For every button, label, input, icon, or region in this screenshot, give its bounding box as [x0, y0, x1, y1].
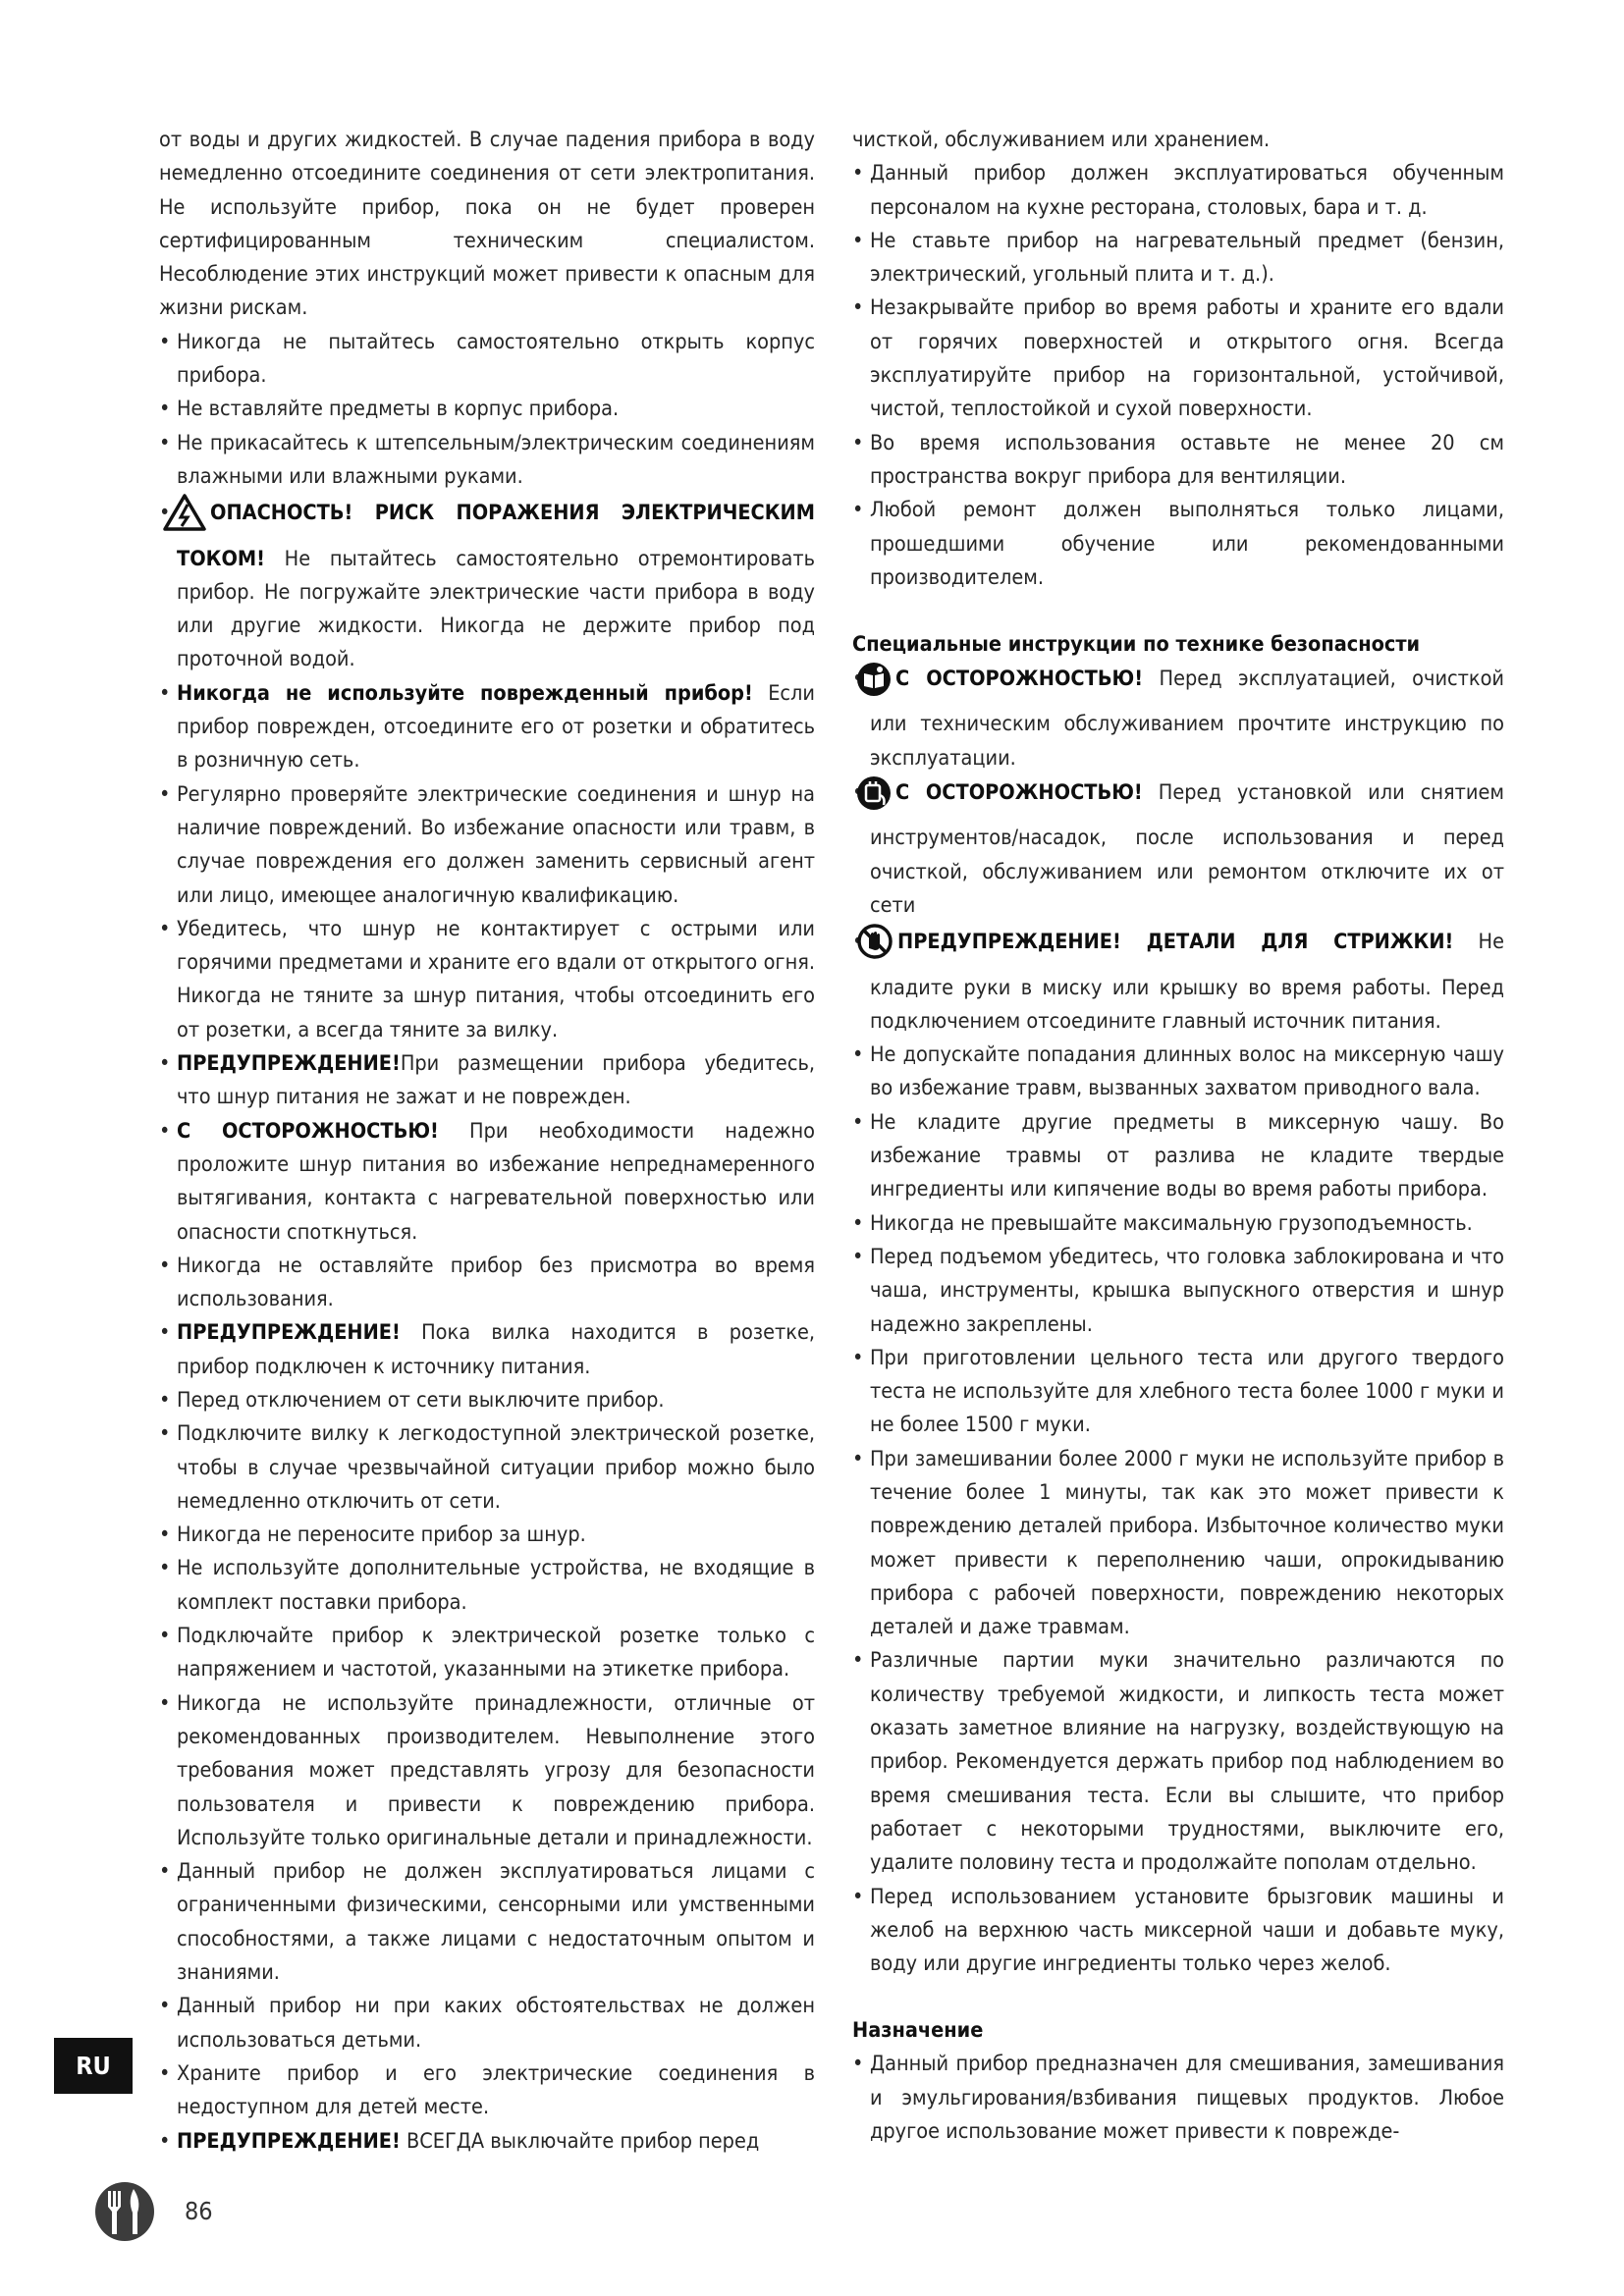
paragraph-continued: от воды и других жидкостей. В случае падения прибора в воду немедленно отсоедините соединения от сети электропитания. Не используйте прибор, пока он не будет проверен сертифицированным техническим специалистом. Несоблюдение этих инструкций может привести к опасным для жизни рискам.	[159, 128, 815, 321]
paragraph-continued: чисткой, обслуживанием или хранением.	[852, 128, 1271, 152]
list-item: • Не прикасайтесь к штепсельным/электрическим соединениям влажными или влажными руками.	[159, 427, 815, 495]
list-item: • Никогда не переносите прибор за шнур.	[159, 1519, 815, 1552]
list-item: • Не кладите другие предметы в миксерную чашу. Во избежание травмы от разлива не кладите твердые ингредиенты или кипячение воды во время работы прибора.	[852, 1106, 1504, 1207]
unplug-icon	[874, 775, 892, 822]
warning-label: ПРЕДУПРЕЖДЕНИЕ! ДЕТАЛИ ДЛЯ СТРИЖКИ!	[897, 930, 1454, 955]
item-text: Перед установкой или снятием инструментов/насадок, после использования и перед очисткой, обслуживанием или ремонтом отключите их от сети	[870, 780, 1504, 918]
list-item-cutting-parts	[852, 923, 1504, 1039]
cutlery-logo-icon	[94, 2181, 155, 2242]
list-item: • Подключите вилку к легкодоступной электрической розетке, чтобы в случае чрезвычайной ситуации прибор можно было немедленно отключить от сети.	[159, 1417, 815, 1519]
list-item: • Перед использованием установите брызговик машины и желоб на верхнюю часть миксерной чаши и добавьте муку, воду или другие ингредиенты только через желоб.	[852, 1881, 1504, 1982]
list-item-electric-danger	[159, 494, 815, 676]
list-item-read-manual	[852, 662, 1504, 775]
list-item	[159, 1047, 815, 1115]
list-item: • Регулярно проверяйте электрические соединения и шнур на наличие повреждений. Во избежание опасности или травм, в случае повреждения его должен заменить сервисный агент или лицо, имеющее аналогичную квалификацию.	[159, 778, 815, 913]
item-text: Если прибор поврежден, отсоедините его от розетки и обратитесь в розничную сеть.	[177, 680, 815, 774]
list-item	[159, 1115, 815, 1250]
list-item: • Различные партии муки значительно различаются по количеству требуемой жидкости, и липкость теста может оказать заметное влияние на нагрузку, воздействующую на прибор. Рекомендуется держать прибор под наблюдением во время смешивания теста. Если вы слышите, что прибор работает с некоторыми трудностями, выключите его, удалите половину теста и продолжайте пополам отдельно.	[852, 1644, 1504, 1880]
list-item-unplug	[852, 775, 1504, 923]
list-item: • При замешивании более 2000 г муки не используйте прибор в течение более 1 минуты, так как это может привести к повреждению деталей прибора. Избыточное количество муки может привести к переполнению чаши, опрокидыванию прибора с рабочей поверхности, повреждению некоторых деталей и даже травмам.	[852, 1443, 1504, 1645]
list-item	[159, 2125, 815, 2159]
list-item: • Подключайте прибор к электрической розетке только с напряжением и частотой, указанными на этикетке прибора.	[159, 1620, 815, 1687]
warning-label: ПРЕДУПРЕЖДЕНИЕ!	[177, 1320, 401, 1346]
caution-label: С ОСТОРОЖНОСТЬЮ!	[895, 667, 1144, 692]
warning-label: Никогда не используйте поврежденный прибор!	[177, 680, 753, 706]
list-item: • Не ставьте прибор на нагревательный предмет (бензин, электрический, угольный плита и т. д.).	[852, 225, 1504, 293]
list-item: • Незакрывайте прибор во время работы и храните его вдали от горячих поверхностей и открытого огня. Всегда эксплуатируйте прибор на горизонтальной, устойчивой, чистой, теплостойкой и сухой поверхности.	[852, 292, 1504, 426]
section-heading-purpose: Назначение	[852, 2018, 984, 2044]
list-item: • Данный прибор ни при каких обстоятельствах не должен использоваться детьми.	[159, 1990, 815, 2057]
list-item: • При приготовлении цельного теста или другого твердого теста не используйте для хлебного теста более 1000 г муки и не более 1500 г муки.	[852, 1342, 1504, 1443]
list-item	[159, 1316, 815, 1384]
item-text: Не кладите руки в миску или крышку во время работы. Перед подключением отсоедините главный источник питания.	[870, 930, 1504, 1034]
list-item: • Никогда не оставляйте прибор без присмотра во время использования.	[159, 1250, 815, 1317]
list-item: • Перед подъемом убедитесь, что головка заблокирована и что чаша, инструменты, крышка выпускного отверстия и шнур надежно закреплены.	[852, 1241, 1504, 1342]
spacer	[852, 1981, 1504, 2014]
list-item: • Во время использования оставьте не менее 20 см пространства вокруг прибора для вентиляции.	[852, 427, 1504, 495]
item-text: Не пытайтесь самостоятельно отремонтировать прибор. Не погружайте электрические части прибора в воду или другие жидкости. Никогда не держите прибор под проточной водой.	[177, 546, 815, 672]
right-column	[852, 124, 1504, 2149]
list-item: • Не допускайте попадания длинных волос на миксерную чашу во избежание травм, вызванных захватом приводного вала.	[852, 1039, 1504, 1106]
spacer	[852, 595, 1504, 628]
list-item: • Данный прибор предназначен для смешивания, замешивания и эмульгирования/взбивания пищевых продуктов. Любое другое использование может привести к поврежде-	[852, 2048, 1504, 2149]
list-item: • Перед отключением от сети выключите прибор.	[159, 1384, 815, 1417]
language-tab: RU	[54, 2038, 133, 2094]
list-item: • Никогда не пытайтесь самостоятельно открыть корпус прибора.	[159, 326, 815, 394]
item-text: Перед эксплуатацией, очисткой или техническим обслуживанием прочтите инструкцию по эксплуатации.	[870, 667, 1504, 771]
list-item: • Любой ремонт должен выполняться только лицами, прошедшими обучение или рекомендованными производителем.	[852, 494, 1504, 595]
caution-label: С ОСТОРОЖНОСТЬЮ!	[895, 780, 1143, 806]
list-item: • Храните прибор и его электрические соединения в недоступном для детей месте.	[159, 2057, 815, 2125]
item-text: Пока вилка находится в розетке, прибор подключен к источнику питания.	[177, 1320, 815, 1379]
warning-label: ПРЕДУПРЕЖДЕНИЕ!	[177, 1051, 401, 1077]
list-item: • Убедитесь, что шнур не контактирует с острыми или горячими предметами и храните его вдали от открытого огня. Никогда не тяните за шнур питания, чтобы отсоединить его от розетки, а всегда тяните за вилку.	[159, 913, 815, 1047]
item-text: ВСЕГДА выключайте прибор перед	[400, 2128, 760, 2154]
page-number: 86	[185, 2197, 213, 2225]
warning-label: ПРЕДУПРЕЖДЕНИЕ!	[177, 2128, 401, 2154]
warning-label: ОПАСНОСТЬ! РИСК ПОРАЖЕНИЯ ЭЛЕКТРИЧЕСКИМ ТОКОМ!	[177, 501, 815, 571]
item-text: При необходимости надежно проложите шнур питания во избежание непреднамеренного вытягивания, контакта с нагревательной поверхностью или опасности споткнуться.	[177, 1118, 815, 1245]
read-manual-icon	[874, 662, 892, 708]
list-item: • Данный прибор должен эксплуатироваться обученным персоналом на кухне ресторана, столовых, бара и т. д.	[852, 157, 1504, 225]
list-item: • Никогда не используйте принадлежности, отличные от рекомендованных производителем. Невыполнение этого требования может представлять угрозу для безопасности пользователя и привести к повреждению прибора. Используйте только оригинальные детали и принадлежности.	[159, 1687, 815, 1855]
list-item: • Не вставляйте предметы в корпус прибора.	[159, 393, 815, 426]
item-text: При размещении прибора убедитесь, что шнур питания не зажат и не поврежден.	[177, 1051, 815, 1110]
electric-hazard-icon	[181, 494, 206, 542]
list-item: • Не используйте дополнительные устройства, не входящие в комплект поставки прибора.	[159, 1552, 815, 1620]
no-hands-icon	[874, 923, 893, 971]
section-heading-special-instructions: Специальные инструкции по технике безопасности	[852, 632, 1421, 658]
list-item	[159, 677, 815, 778]
left-column	[159, 124, 815, 2159]
list-item: • Данный прибор не должен эксплуатироваться лицами с ограниченными физическими, сенсорными или умственными способностями, а также лицами с недостаточным опытом и знаниями.	[159, 1855, 815, 1990]
list-item: • Никогда не превышайте максимальную грузоподъемность.	[852, 1207, 1504, 1241]
caution-label: С ОСТОРОЖНОСТЬЮ!	[177, 1118, 439, 1144]
